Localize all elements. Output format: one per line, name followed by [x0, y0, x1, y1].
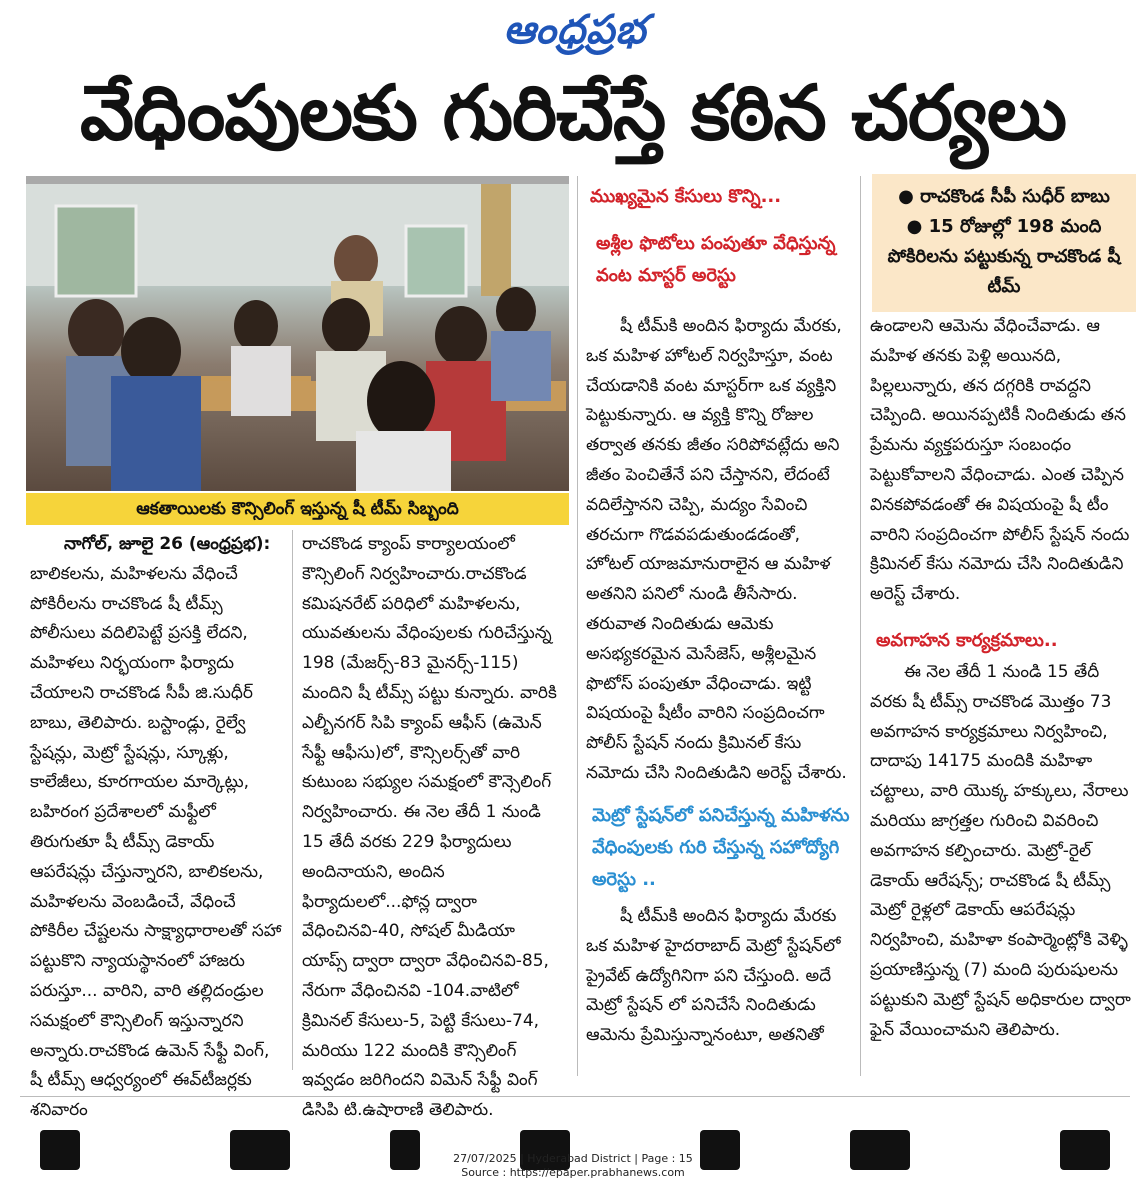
column-divider [292, 530, 293, 1070]
column-divider [860, 176, 861, 1076]
article-column-4b [870, 658, 1134, 1068]
classroom-photo-illustration [26, 176, 569, 491]
article-dateline: నాగోల్, జూలై 26 (ఆంధ్రప్రభ): [64, 534, 271, 554]
highlight-point-1: ● రాచకొండ సీపీ సుధీర్ బాబు [898, 186, 1110, 207]
masthead [440, 6, 710, 56]
article-column-2 [302, 530, 560, 1121]
page-headline: వేధింపులకు గురిచేస్తే కఠిన చర్యలు [80, 68, 1066, 157]
article-body-3: షీ టీమ్‌కి అందిన ఫిర్యాదు మేరకు, ఒక మహిళ హోటల్ నిర్వహిస్తూ, వంట చేయడానికి వంట మాస్టర్‌గా ఒక వ్యక్తిని పెట్టుకున్నారు. ఆ వ్యక్తి కొన్ని రోజుల తర్వాత తనకు జీతం సరిపోవట్లేదు అని జీతం పెంచితేనే పని చేస్తానని, లేదంటే వదిలేస్తానని చెప్పి, మద్యం సేవించి తరచుగా గొడవపడుతుండడంతో, హోటల్ యాజమానురాలైన ఆ మహిళ అతనిని పనిలో నుండి తీసేసారు. తరువాత నిందితుడు ఆమెకు అసభ్యకరమైన మెసేజెస్, అశ్లీలమైన ఫొటోస్ పంపుతూ వేధించాడు. ఇట్టి విషయంపై షీటీం వారిని సంప్రదించగా పోలీస్ స్టేషన్ నందు క్రిమినల్ కేసు నమోదు చేసి నిందితుడిని అరెస్ట్ చేశారు. [586, 316, 847, 783]
article-column-3b [586, 902, 848, 1072]
subhead-awareness: అవగాహన కార్యక్రమాలు.. [876, 630, 1058, 651]
page-footer [0, 1152, 1146, 1180]
article-column-4 [870, 312, 1134, 622]
subhead-metro-arrest: మెట్రో స్టేషన్‌లో పనిచేస్తున్న మహిళను వేధింపులకు గురి చేస్తున్న సహోద్యోగి అరెస్టు .. [592, 805, 850, 890]
photo-caption: ఆకతాయిలకు కౌన్సిలింగ్ ఇస్తున్న షీ టీమ్ సిబ్బంది [26, 493, 569, 525]
subhead-cook-arrest: అశ్లీల ఫొటోలు పంపుతూ వేధిస్తున్న వంట మాస్టర్ అరెస్టు [596, 233, 836, 286]
article-body-1: బాలికలను, మహిళలను వేధించే పోకిరీలను రాచకొండ షీ టీమ్స్ పోలీసులు వదిలిపెట్టే ప్రసక్తి లేదని, మహిళలు నిర్భయంగా ఫిర్యాదు చేయాలని రాచకొండ సీపీ జి.సుధీర్ బాబు, తెలిపారు. బస్టాండ్లు, రైల్వే స్టేషన్లు, మెట్రో స్టేషన్లు, స్కూళ్లు, కాలేజీలు, కూరగాయల మార్కెట్లు, బహిరంగ ప్రదేశాలలో మఫ్టీలో తిరుగుతూ షీ టీమ్స్ డెకాయ్ ఆపరేషన్లు చేస్తున్నారని, బాలికలను, మహిళలను వెంబడించే, వేధించే పోకిరీల చేష్టలను సాక్ష్యాధారాలతో సహా పట్టుకొని న్యాయస్థానంలో హాజరు పరుస్తూ... వారిని, వారి తల్లిదండ్రుల సమక్షంలో కౌన్సిలింగ్ ఇస్తున్నారని అన్నారు.రాచకొండ ఉమెన్ సేఫ్టీ వింగ్, షీ టీమ్స్ ఆధ్వర్యంలో ఈవ్‌టీజర్లకు శనివారం [30, 563, 282, 1121]
footer-source: Source : https://epaper.prabhanews.com [461, 1166, 685, 1179]
article-body-3b: షీ టీమ్‌కి అందిన ఫిర్యాదు మేరకు ఒక మహిళ హైదరాబాద్ మెట్రో స్టేషన్‌లో ప్రైవేట్ ఉద్యోగినిగా పని చేస్తుంది. అదే మెట్రో స్టేషన్ లో పనిచేసే నిందితుడు ఆమెను ప్రేమిస్తున్నానంటూ, అతనితో [586, 906, 841, 1046]
article-column-1 [30, 530, 284, 1121]
footer-date-page: 27/07/2025 | Hyderabad District | Page : 15 [453, 1152, 693, 1165]
article-body-4: ఉండాలని ఆమెను వేధించేవాడు. ఆ మహిళ తనకు పెళ్లి అయినది, పిల్లలున్నారు, తన దగ్గరికి రావద్దని చెప్పింది. అయినప్పటికీ నిందితుడు తన ప్రేమను వ్యక్తపరుస్తూ సంబంధం పెట్టుకోవాలని వేధించాడు. ఎంత చెప్పిన వినకపోవడంతో ఈ విషయంపై షీ టీం వారిని సంప్రదించగా పోలీస్ స్టేషన్ నందు క్రిమినల్ కేసు నమోదు చేసి నిందితుడిని అరెస్ట్ చేశారు. [870, 316, 1130, 605]
section-title-important-cases: ముఖ్యమైన కేసులు కొన్ని... [590, 186, 782, 207]
newspaper-logo: ఆంధ్రప్రభ [503, 6, 647, 53]
news-photo [26, 176, 569, 491]
article-column-3 [586, 312, 848, 792]
article-body-4b: ఈ నెల తేదీ 1 నుండి 15 తేదీ వరకు షీ టీమ్స్ రాచకొండ మొత్తం 73 అవగాహన కార్యక్రమాలు నిర్వహించి, దాదాపు 14175 మందికి మహిళా చట్టాలు, వారి యొక్క హక్కులు, నేరాలు మరియు జాగ్రత్తల గురించి వివరించి అవగాహన కల్పించారు. మెట్రో-రైల్ డెకాయ్ ఆరేషన్స్; రాచకొండ షీ టీమ్స్ మెట్రో రైళ్లలో డెకాయ్ ఆపరేషన్లు నిర్వహించి, మహిళా కంపార్మెంట్లోకి వెళ్ళి ప్రయాణిస్తున్న (7) మంది పురుషులను పట్టుకుని మెట్రో స్టేషన్ అధికారుల ద్వారా ఫైన్ వేయించామని తెలిపారు. [870, 662, 1131, 1040]
highlight-box [872, 174, 1136, 312]
bottom-divider [20, 1096, 1130, 1097]
article-body-2: రాచకొండ క్యాంప్ కార్యాలయంలో కౌన్సిలింగ్ నిర్వహించారు.రాచకొండ కమిషనరేట్ పరిధిలో మహిళలను, యువతులను వేధింపులకు గురిచేస్తున్న 198 (మేజర్స్-83 మైనర్స్-115) మందిని షీ టీమ్స్ పట్టు కున్నారు. వారికి ఎల్బీనగర్ సిపి క్యాంప్ ఆఫీస్ (ఉమెన్ సేఫ్టీ ఆఫీసు)లో, కౌన్సిలర్స్‌తో వారి కుటుంబ సభ్యుల సమక్షంలో కౌన్సెలింగ్ నిర్వహించారు. ఈ నెల తేదీ 1 నుండి 15 తేదీ వరకు 229 ఫిర్యాదులు అందినాయని, అందిన ఫిర్యాదులలో...ఫోన్ల ద్వారా వేధించినవి-40, సోషల్ మీడియా యాప్స్ ద్వారా ద్వారా వేధించినవి-85, నేరుగా వేధించినవి -104.వాటిలో క్రిమినల్ కేసులు-5, పెట్టి కేసులు-74, మరియు 122 మందికి కౌన్సిలింగ్ ఇవ్వడం జరిగిందని విమెన్ సేఫ్టీ వింగ్ డిసిపి టి.ఉషారాణి తెలిపారు. [302, 534, 557, 1121]
highlight-point-2: ● 15 రోజుల్లో 198 మంది పోకిరిలను పట్టుకున్న రాచకొండ షీ టీమ్ [887, 216, 1121, 297]
next-headline-cropped [0, 1120, 1146, 1150]
column-divider [577, 176, 578, 1076]
